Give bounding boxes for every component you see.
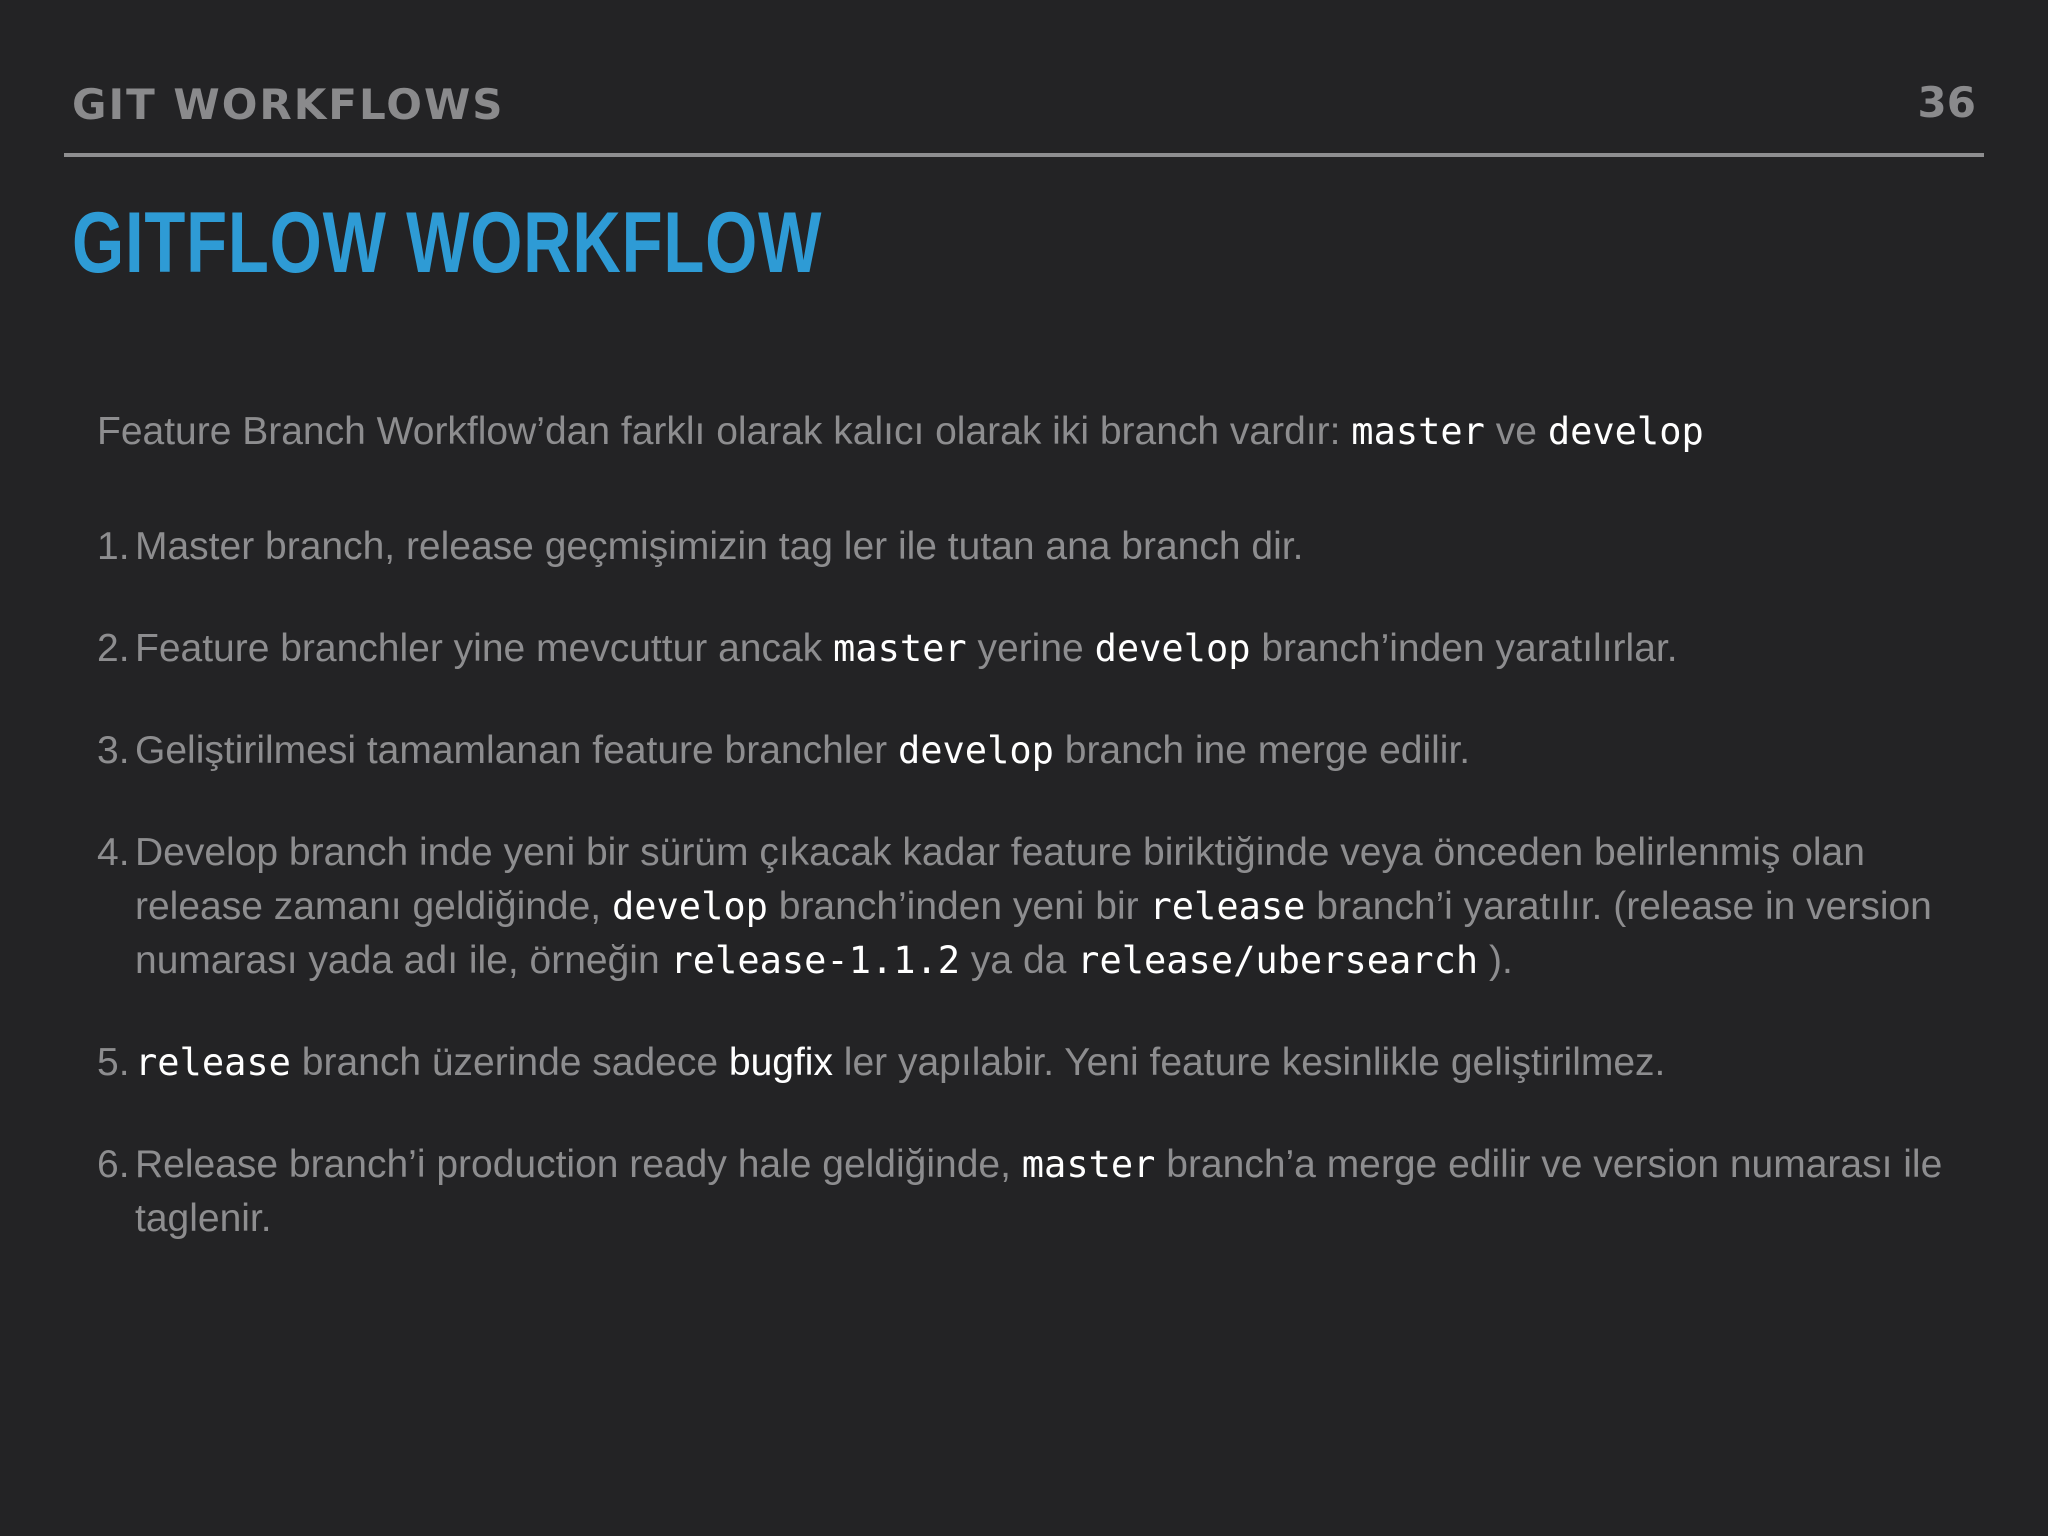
list-number: 6. [97,1143,130,1186]
steps-list [97,520,1977,1294]
list-text: Geliştirilmesi tamamlanan feature branchler [135,729,898,772]
list-item-5 [97,1036,1977,1090]
list-text: branch’a merge edilir ve version numarası ile taglenir. [135,1143,1943,1240]
list-text: branch’inden yeni bir [767,885,1150,928]
list-item-4 [97,826,1977,988]
code-release: release [135,1041,291,1084]
list-text: branch üzerinde sadece [290,1041,729,1084]
intro-conjunction: ve [1484,410,1548,453]
code-develop: develop [897,729,1054,772]
slide-title: GITFLOW WORKFLOW [72,195,823,291]
code-master: master [1021,1143,1156,1186]
code-master: master [1351,410,1485,453]
list-item-6 [97,1138,1977,1246]
list-text: branch’i yaratılır. (release in version numarası yada adı ile, örneğin [135,885,1932,982]
code-develop: develop [611,885,768,928]
intro-paragraph [97,405,1977,459]
list-text: ler yapılabir. Yeni feature kesinlikle geliştirilmez. [832,1041,1666,1084]
header-divider [64,153,1984,157]
code-release-version: release-1.1.2 [670,939,961,982]
code-master: master [833,627,967,670]
list-number: 1. [97,525,130,568]
list-number: 2. [97,627,130,670]
list-text: yerine [966,627,1095,670]
intro-text: Feature Branch Workflow’dan farklı olarak kalıcı olarak iki branch vardır: [97,410,1352,453]
list-text: Develop branch inde yeni bir sürüm çıkacak kadar feature biriktiğinde veya önceden belirlenmiş olan release zamanı geldiğinde, [135,831,1865,928]
highlight-bugfix: bugfix [728,1041,833,1084]
list-number: 5. [97,1041,130,1084]
list-text: branch ine merge edilir. [1053,729,1471,772]
code-release: release [1149,885,1306,928]
list-item-2 [97,622,1977,676]
code-release-name: release/ubersearch [1077,939,1479,982]
list-item-3 [97,724,1977,778]
list-text: ). [1478,939,1513,982]
list-text: ya da [960,939,1078,982]
list-text: Feature branchler yine mevcuttur ancak [135,627,834,670]
section-title: GIT WORKFLOWS [72,80,505,129]
code-develop: develop [1547,410,1704,453]
page-number: 36 [1917,78,1976,127]
code-develop: develop [1094,627,1251,670]
list-text: branch’inden yaratılırlar. [1250,627,1678,670]
list-text: Master branch, release geçmişimizin tag ler ile tutan ana branch dir. [135,525,1304,568]
list-item-1 [97,520,1977,574]
list-text: Release branch’i production ready hale geldiğinde, [135,1143,1022,1186]
list-number: 4. [97,831,130,874]
list-number: 3. [97,729,130,772]
